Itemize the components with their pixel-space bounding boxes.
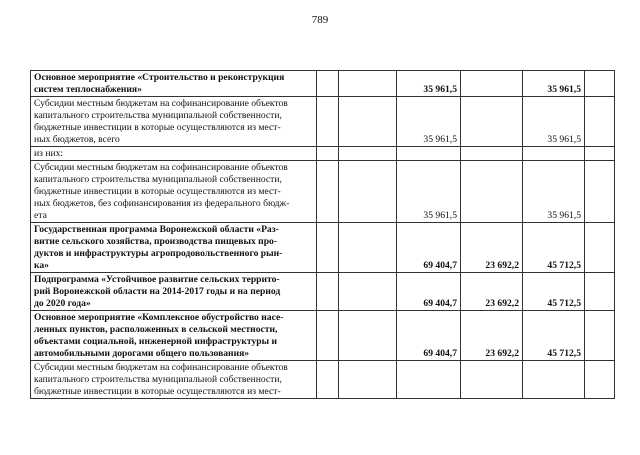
total-cell: 35 961,5 (397, 71, 461, 97)
table-row (31, 311, 615, 361)
description-line: витие сельского хозяйства, производства пищевых про- (34, 236, 278, 247)
empty-cell (339, 161, 397, 223)
empty-cell (339, 361, 397, 399)
empty-cell (585, 361, 615, 399)
description-line: ка» (34, 260, 49, 271)
description-line: ета (34, 210, 47, 221)
description-line: систем теплоснабжения» (34, 84, 142, 95)
row-description (31, 273, 317, 311)
empty-cell (317, 273, 339, 311)
empty-cell (585, 311, 615, 361)
empty-cell (585, 273, 615, 311)
total-cell: 35 961,5 (397, 161, 461, 223)
table-row (31, 147, 615, 161)
row-description (31, 311, 317, 361)
empty-cell (317, 161, 339, 223)
row-description (31, 223, 317, 273)
description-line: объектами социальной, инженерной инфраструктуры и (34, 336, 278, 347)
total-cell: 69 404,7 (397, 223, 461, 273)
regional-cell: 35 961,5 (523, 161, 585, 223)
empty-cell (317, 311, 339, 361)
empty-cell (339, 311, 397, 361)
description-line: Субсидии местным бюджетам на софинансирование объектов (34, 362, 288, 373)
table-row (31, 161, 615, 223)
description-line: ных бюджетов, без софинансирования из федерального бюдж- (34, 198, 290, 209)
table-row (31, 361, 615, 399)
empty-cell (317, 361, 339, 399)
row-description (31, 147, 317, 161)
description-line: рий Воронежской области на 2014-2017 годы и на период (34, 286, 281, 297)
regional-cell (523, 147, 585, 161)
federal-cell (461, 71, 523, 97)
row-description (31, 361, 317, 399)
description-line: Подпрограмма «Устойчивое развитие сельских террито- (34, 274, 280, 285)
row-description (31, 97, 317, 147)
empty-cell (585, 71, 615, 97)
budget-table (30, 70, 615, 399)
table-row (31, 223, 615, 273)
federal-cell: 23 692,2 (461, 273, 523, 311)
regional-cell: 35 961,5 (523, 97, 585, 147)
description-line: бюджетные инвестиции в которые осуществляются из мест- (34, 186, 281, 197)
table-row (31, 273, 615, 311)
federal-cell (461, 161, 523, 223)
total-cell (397, 147, 461, 161)
empty-cell (339, 97, 397, 147)
description-line: Основное мероприятие «Комплексное обустройство насе- (34, 312, 284, 323)
description-line: капитального строительства муниципальной собственности, (34, 174, 282, 185)
description-line: дуктов и инфраструктуры агропродовольственного рын- (34, 248, 283, 259)
empty-cell (317, 71, 339, 97)
empty-cell (585, 97, 615, 147)
total-cell: 69 404,7 (397, 273, 461, 311)
description-line: бюджетные инвестиции в которые осуществляются из мест- (34, 122, 281, 133)
total-cell: 69 404,7 (397, 311, 461, 361)
description-line: автомобильными дорогами общего пользования» (34, 348, 250, 359)
table-row (31, 97, 615, 147)
federal-cell (461, 97, 523, 147)
regional-cell: 45 712,5 (523, 223, 585, 273)
description-line: Субсидии местным бюджетам на софинансирование объектов (34, 98, 288, 109)
description-line: бюджетные инвестиции в которые осуществляются из мест- (34, 386, 281, 397)
federal-cell (461, 361, 523, 399)
empty-cell (339, 223, 397, 273)
description-line: до 2020 года» (34, 298, 91, 309)
description-line: Основное мероприятие «Строительство и реконструкция (34, 72, 285, 83)
description-line: Субсидии местным бюджетам на софинансирование объектов (34, 162, 288, 173)
empty-cell (317, 223, 339, 273)
table-row (31, 71, 615, 97)
row-description (31, 71, 317, 97)
description-line: капитального строительства муниципальной собственности, (34, 110, 282, 121)
description-line: ленных пунктов, расположенных в сельской местности, (34, 324, 278, 335)
regional-cell: 45 712,5 (523, 311, 585, 361)
empty-cell (317, 97, 339, 147)
regional-cell (523, 361, 585, 399)
empty-cell (585, 147, 615, 161)
empty-cell (317, 147, 339, 161)
federal-cell: 23 692,2 (461, 223, 523, 273)
empty-cell (585, 161, 615, 223)
empty-cell (339, 71, 397, 97)
description-line: Государственная программа Воронежской области «Раз- (34, 224, 279, 235)
total-cell: 35 961,5 (397, 97, 461, 147)
empty-cell (585, 223, 615, 273)
regional-cell: 45 712,5 (523, 273, 585, 311)
federal-cell (461, 147, 523, 161)
federal-cell: 23 692,2 (461, 311, 523, 361)
regional-cell: 35 961,5 (523, 71, 585, 97)
page-number: 789 (311, 14, 329, 26)
description-line: капитального строительства муниципальной собственности, (34, 374, 282, 385)
total-cell (397, 361, 461, 399)
description-line: из них: (34, 148, 64, 159)
empty-cell (339, 273, 397, 311)
description-line: ных бюджетов, всего (34, 134, 120, 145)
empty-cell (339, 147, 397, 161)
row-description (31, 161, 317, 223)
